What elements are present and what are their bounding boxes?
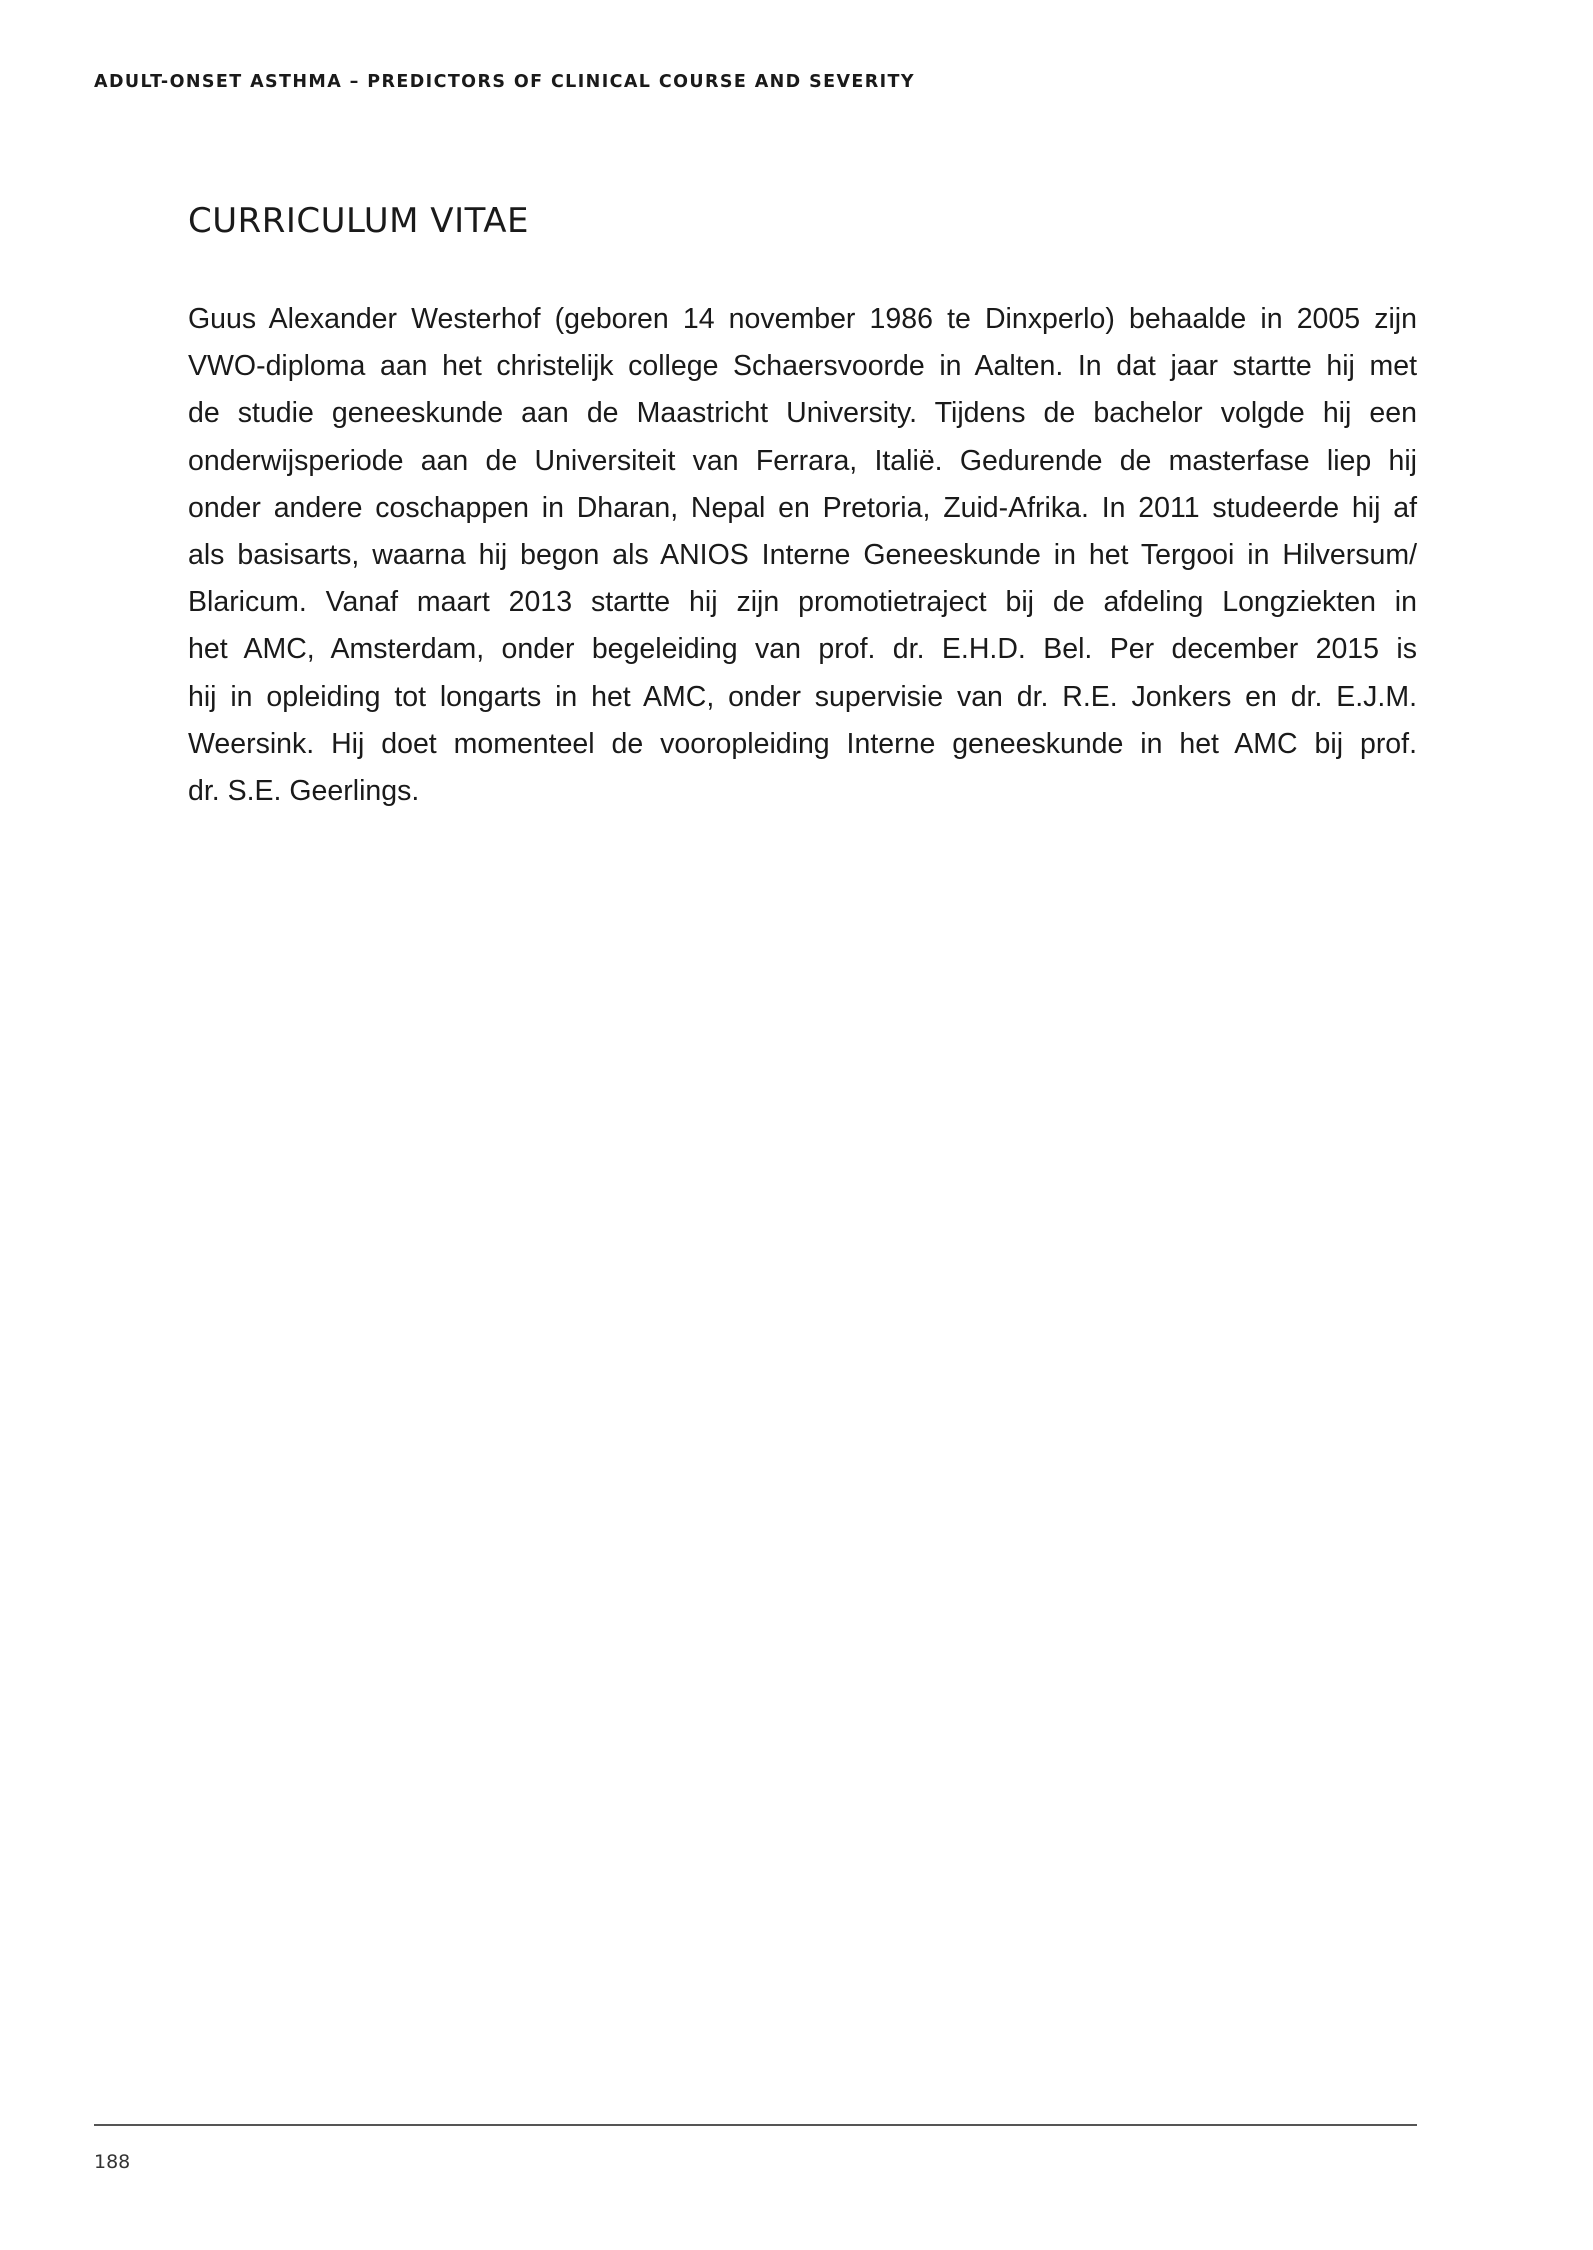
paragraph-line: Guus Alexander Westerhof (geboren 14 november 1986 te Dinxperlo) behaalde in 2005 zijn xyxy=(188,303,1417,335)
page-number: 188 xyxy=(94,2151,131,2173)
paragraph-line: hij in opleiding tot longarts in het AMC, onder supervisie van dr. R.E. Jonkers en dr. E.J.M. xyxy=(188,680,1417,713)
running-header: ADULT-ONSET ASTHMA – PREDICTORS OF CLINICAL COURSE AND SEVERITY xyxy=(94,72,915,92)
section-title: CURRICULUM VITAE xyxy=(188,201,529,241)
paragraph-line: de studie geneeskunde aan de Maastricht University. Tijdens de bachelor volgde hij een xyxy=(188,397,1417,430)
paragraph-line: onderwijsperiode aan de Universiteit van Ferrara, Italië. Gedurende de masterfase liep hij xyxy=(188,444,1417,477)
paragraph-line: Weersink. Hij doet momenteel de vooropleiding Interne geneeskunde in het AMC bij prof. xyxy=(188,727,1417,760)
paragraph-line: onder andere coschappen in Dharan, Nepal en Pretoria, Zuid-Afrika. In 2011 studeerde hij af xyxy=(188,491,1417,524)
paragraph-line: Blaricum. Vanaf maart 2013 startte hij zijn promotietraject bij de afdeling Longziekten in xyxy=(188,586,1417,619)
paragraph-line: als basisarts, waarna hij begon als ANIOS Interne Geneeskunde in het Tergooi in Hilversum/ xyxy=(188,539,1417,572)
paragraph-line: het AMC, Amsterdam, onder begeleiding van prof. dr. E.H.D. Bel. Per december 2015 is xyxy=(188,633,1417,666)
footer-divider xyxy=(94,2124,1417,2126)
paragraph-line: VWO-diploma aan het christelijk college Schaersvoorde in Aalten. In dat jaar startte hij met xyxy=(188,350,1417,383)
cv-paragraph xyxy=(188,296,1417,815)
paragraph-line: dr. S.E. Geerlings. xyxy=(188,775,420,808)
